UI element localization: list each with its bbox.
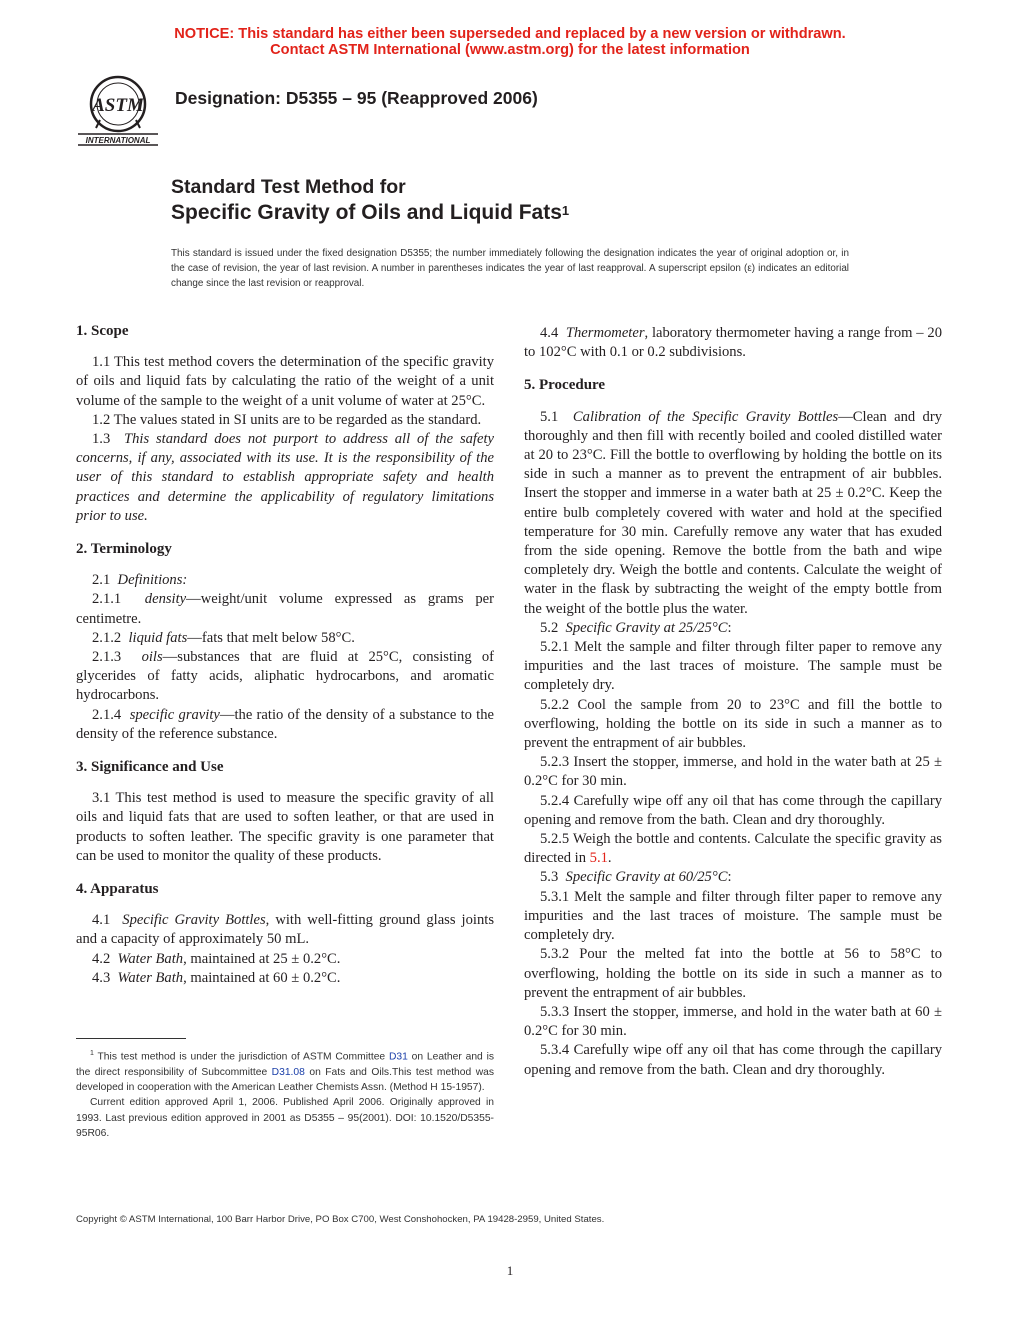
para-5-1: 5.1 Calibration of the Specific Gravity Bottles—Clean and dry thoroughly and then fill with recently boiled and cooled distilled water at 20 to 23°C. Fill the bottle to overflowing by holding the bottle on its side in such a manner as to prevent the entrapment of air bubbles. Insert the stopper and immerse in a water bath at 25 ± 0.2°C. Keep the entire bulb completely covered with water and hold at the specified temperature for 30 min. Carefully remove any water that has exuded from the side opening. Remove the bottle from the bath and wipe completely dry. Weigh the bottle and contents. Calculate the weight of water in the flask by subtracting the weight of the empty bottle from the weight of the bottle plus the water.: [524, 408, 943, 617]
term-liquid-fats: liquid fats: [128, 629, 188, 646]
title-line-1: Standard Test Method for: [171, 176, 406, 198]
title-text: Specific Gravity of Oils and Liquid Fats: [171, 201, 562, 224]
para-5-2-1: 5.2.1 Melt the sample and filter through filter paper to remove any impurities and the last traces of moisture. The sample must be completely dry.: [524, 639, 942, 694]
subcommittee-d31-08-link[interactable]: D31.08: [271, 1066, 305, 1078]
right-column: [524, 324, 942, 1080]
issuance-note: This standard is issued under the fixed designation D5355; the number immediately following the designation indicates the year of original adoption or, in the case of revision, the year of last revision. A number in parentheses indicates the year of last reapproval. A superscript epsilon (ε) indicates an editorial change since the last revision or reapproval.: [171, 248, 849, 289]
footnote: [76, 1046, 494, 1141]
section-heading-significance: 3. Significance and Use: [76, 759, 224, 776]
section-heading-apparatus: 4. Apparatus: [76, 881, 159, 898]
term-specific-gravity: specific gravity: [129, 706, 220, 723]
footnote-1: $^1$ This test method is under the jurisdiction of ASTM Committee D31 on Leather and is the direct responsibility of Subcommittee D31.08 on Fats and Oils.This test method was developed in cooperation with the American Leather Chemists Assn. (Method H 15-1957).: [76, 1050, 495, 1094]
left-column: [76, 322, 494, 988]
para-2-1-2: 2.1.2 liquid fats—fats that melt below 58°C.: [92, 629, 355, 646]
withdrawn-notice: [0, 26, 1020, 58]
para-2-1: 2.1 Definitions:: [92, 572, 188, 589]
footnote-edition: Current edition approved April 1, 2006. Published April 2006. Originally approved in 1993. Last previous edition approved in 2001 as D5355 – 95(2001). DOI: 10.1520/D5355-95R06.: [76, 1097, 494, 1139]
notice-line-1: NOTICE: This standard has either been superseded and replaced by a new version or withdrawn.: [174, 26, 846, 42]
document-title: [171, 175, 569, 225]
section-heading-scope: 1. Scope: [76, 323, 129, 339]
para-5-3-3: 5.3.3 Insert the stopper, immerse, and hold in the water bath at 60 ± 0.2°C for 30 min.: [524, 1003, 942, 1040]
designation: Designation: D5355 – 95 (Reapproved 2006): [175, 88, 538, 108]
para-5-2-4: 5.2.4 Carefully wipe off any oil that has come through the capillary opening and remove from the bath. Clean and dry thoroughly.: [524, 792, 942, 828]
logo-subtext: INTERNATIONAL: [85, 136, 151, 145]
para-2-1-3: 2.1.3 oils—substances that are fluid at 25°C, consisting of glycerides of fatty acids, aliphatic hydrocarbons, and aromatic hydrocarbons.: [76, 649, 494, 704]
section-heading-procedure: 5. Procedure: [524, 377, 606, 394]
para-5-2: 5.2 Specific Gravity at 25/25°C:: [540, 619, 732, 636]
para-4-4: 4.4 Thermometer, laboratory thermometer having a range from – 20 to 102°C with 0.1 or 0.2 subdivisions.: [524, 325, 943, 361]
astm-logo-icon: [76, 72, 160, 148]
page-number: 1: [506, 1263, 514, 1278]
para-4-1: 4.1 Specific Gravity Bottles, with well-fitting ground glass joints and a capacity of approximately 50 mL.: [76, 912, 494, 948]
section-5-1-link[interactable]: 5.1: [589, 850, 608, 867]
copyright-line: Copyright © ASTM International, 100 Barr Harbor Drive, PO Box C700, West Conshohocken, PA 19428-2959, United States.: [76, 1214, 605, 1225]
para-5-2-5: 5.2.5 Weigh the bottle and contents. Calculate the specific gravity as directed in 5.1.: [524, 831, 942, 867]
para-5-3-2: 5.3.2 Pour the melted fat into the bottle at 56 to 58°C to overflowing, holding the bottle on its side in such a manner as to prevent the entrapment of air bubbles.: [524, 946, 942, 1001]
term-density: density: [144, 591, 187, 608]
title-footnote-mark[interactable]: 1: [561, 203, 570, 218]
committee-d31-link[interactable]: D31: [388, 1051, 408, 1063]
astm-logo: [76, 72, 160, 148]
term-oils: oils: [141, 649, 163, 666]
para-1-3: 1.3 This standard does not purport to address all of the safety concerns, if any, associated with its use. It is the responsibility of the user of this standard to establish appropriate safety and health practices and determine the applicability of regulatory limitations prior to use.: [76, 431, 494, 524]
safety-statement: This standard does not purport to address all of the safety concerns, if any, associated with its use. It is the responsibility of the user of this standard to establish appropriate safety and health practices and determine the applicability of regulatory limitations prior to use.: [76, 431, 494, 524]
para-5-2-2: 5.2.2 Cool the sample from 20 to 23°C and fill the bottle to overflowing, holding the bottle on its side in such a manner as to prevent the entrapment of air bubbles.: [524, 696, 942, 752]
notice-line-2: Contact ASTM International (www.astm.org) for the latest information: [270, 42, 750, 58]
para-1-2: 1.2 The values stated in SI units are to be regarded as the standard.: [92, 411, 482, 428]
para-1-1: 1.1 This test method covers the determination of the specific gravity of oils and liquid fats by calculating the ratio of the weight of a unit volume of the sample to the weight of a unit volume of water at 25°C.: [76, 354, 494, 409]
logo-text: ASTM: [92, 95, 144, 116]
section-heading-terminology: 2. Terminology: [76, 541, 172, 558]
title-line-2: [171, 200, 569, 225]
para-5-3: 5.3 Specific Gravity at 60/25°C:: [540, 869, 732, 886]
para-2-1-4: 2.1.4 specific gravity—the ratio of the density of a substance to the density of the reference substance.: [76, 706, 495, 742]
para-4-2: 4.2 Water Bath, maintained at 25 ± 0.2°C.: [92, 950, 341, 967]
para-5-2-3: 5.2.3 Insert the stopper, immerse, and hold in the water bath at 25 ± 0.2°C for 30 min.: [524, 754, 942, 790]
para-4-3: 4.3 Water Bath, maintained at 60 ± 0.2°C.: [92, 969, 341, 986]
para-5-3-4: 5.3.4 Carefully wipe off any oil that has come through the capillary opening and remove from the bath. Clean and dry thoroughly.: [524, 1042, 942, 1078]
para-2-1-1: 2.1.1 density—weight/unit volume expressed as grams per centimetre.: [76, 591, 494, 627]
para-5-3-1: 5.3.1 Melt the sample and filter through filter paper to remove any impurities and the last traces of moisture. The sample must be completely dry.: [524, 888, 942, 944]
footnote-rule: [76, 1038, 186, 1039]
para-3-1: 3.1 This test method is used to measure the specific gravity of all oils and liquid fats that are used to soften leather, or that are used in products to soften leather. The specific gravity is one parameter that can be used to monitor the quality of these products.: [76, 790, 494, 864]
